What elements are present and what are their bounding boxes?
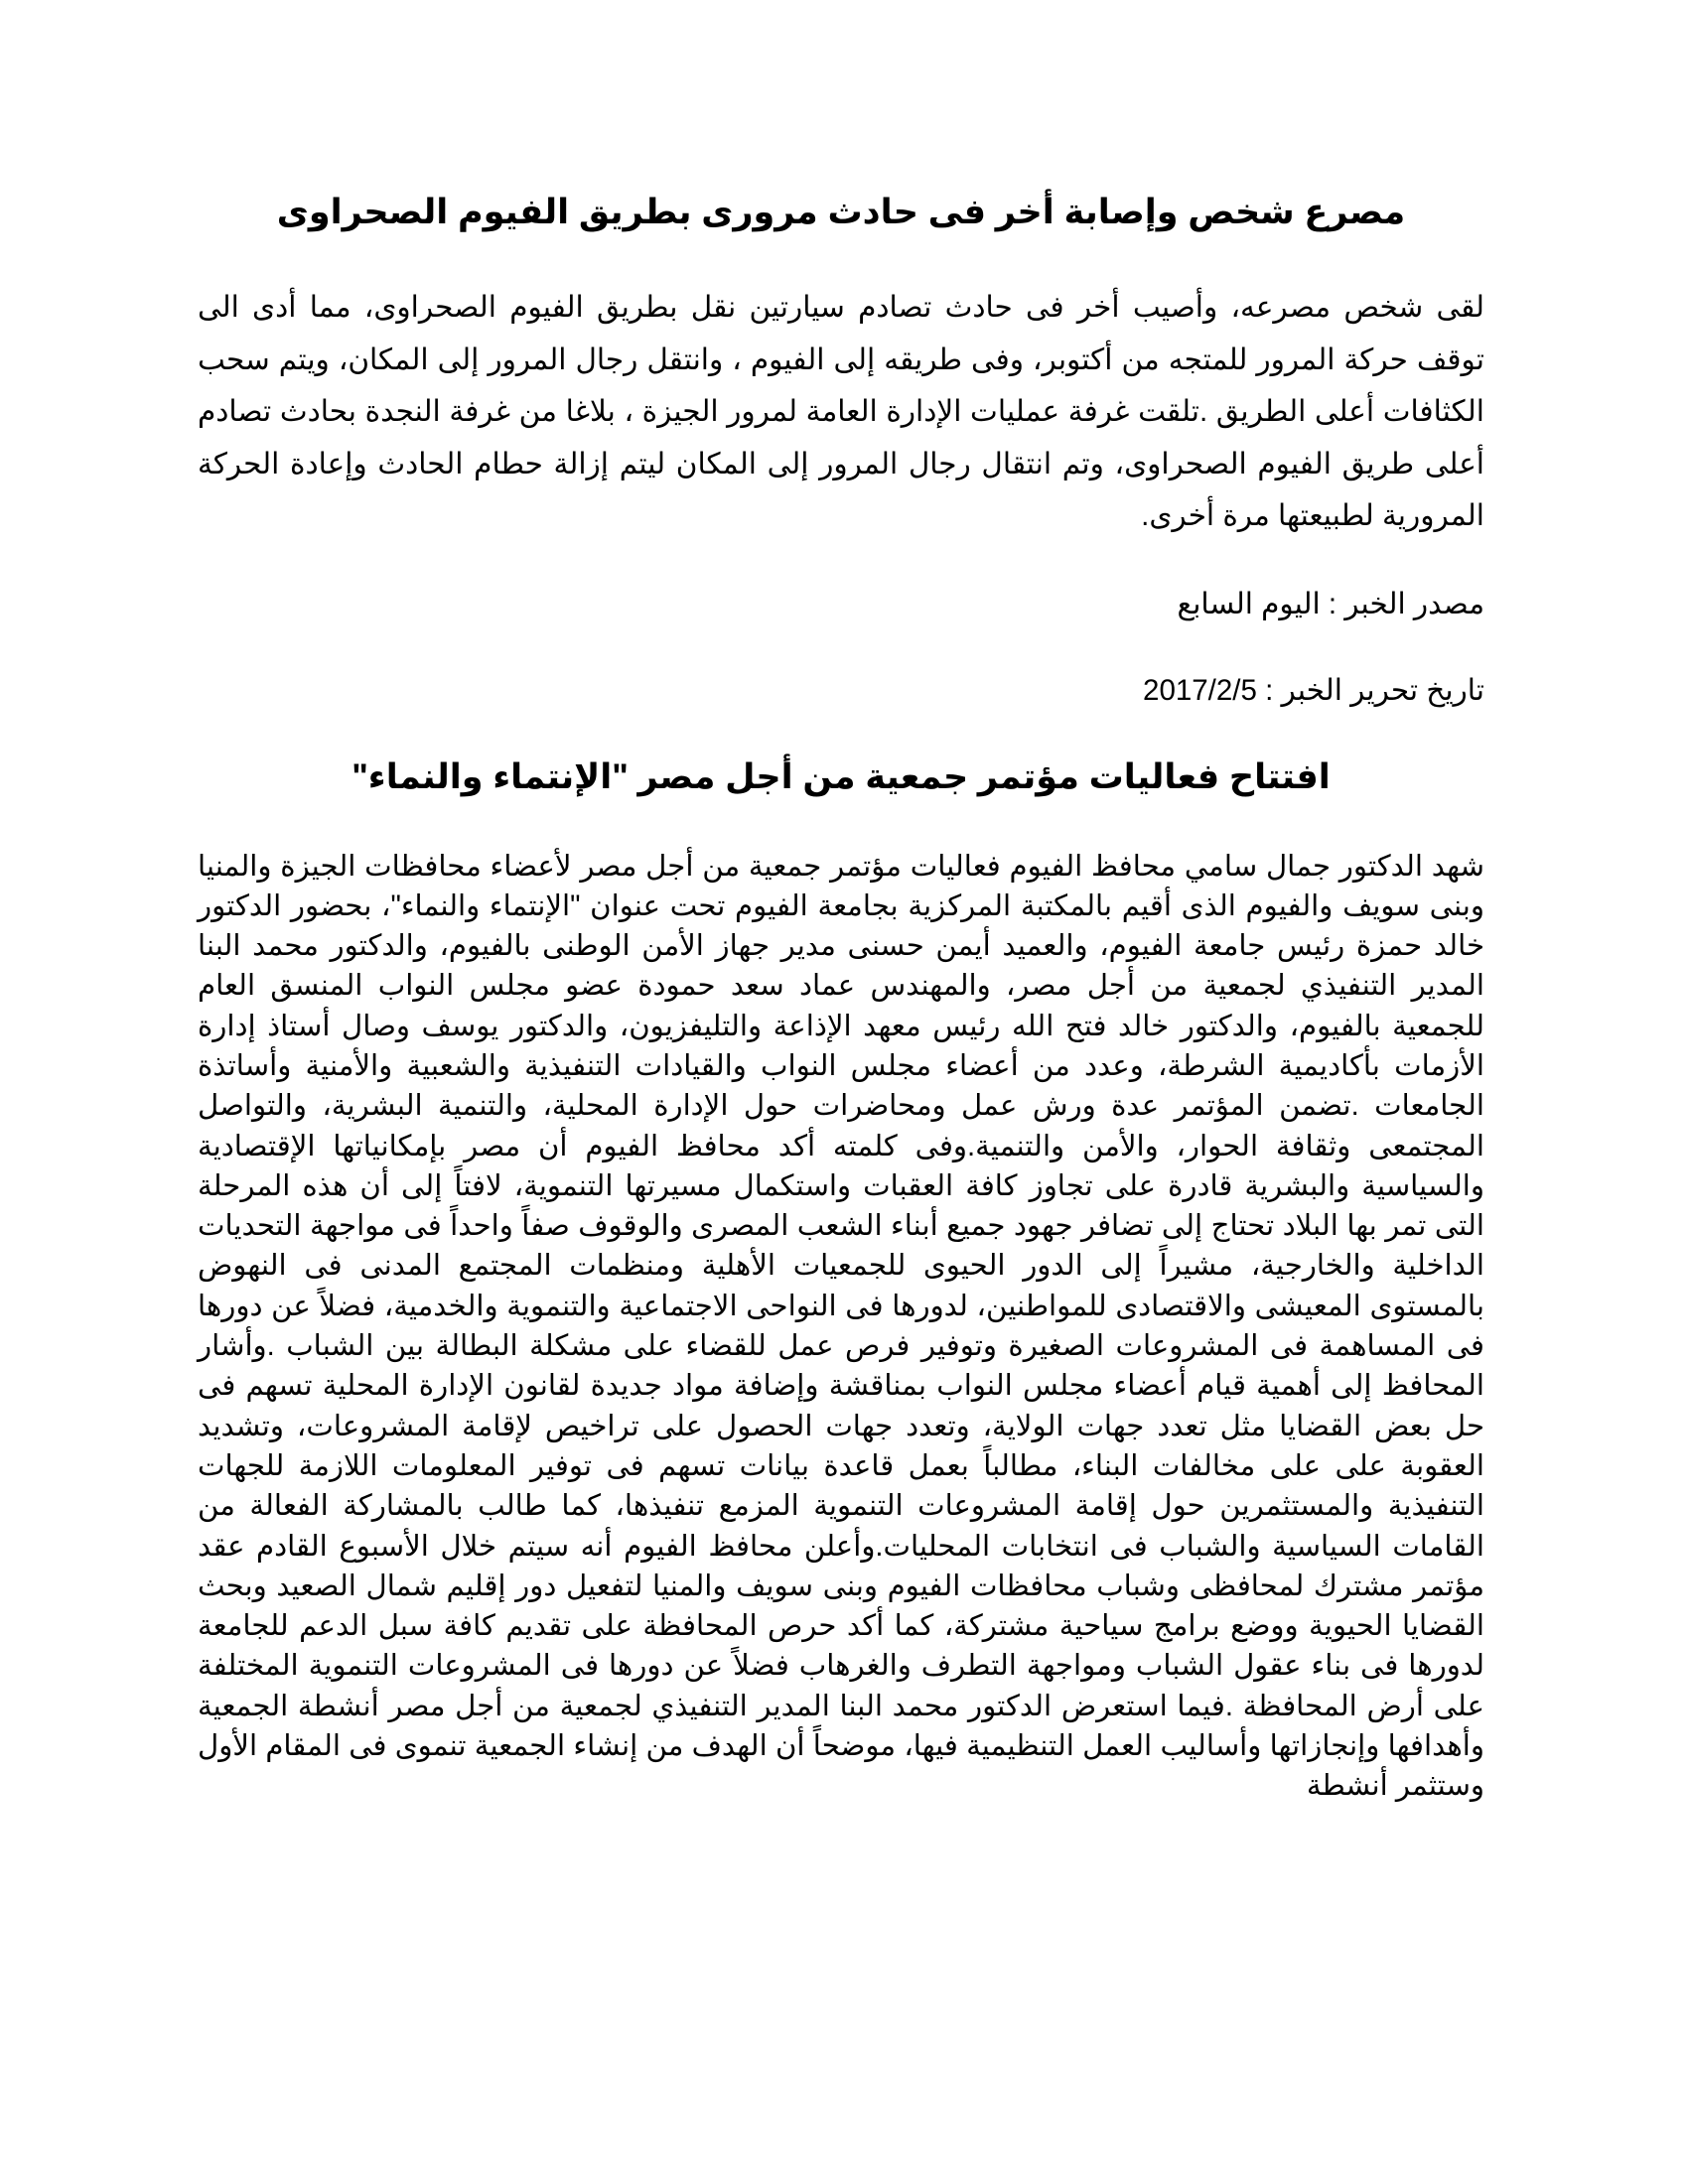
news-article-traffic-accident <box>198 189 1484 711</box>
news-date-label: تاريخ تحرير الخبر : <box>1265 673 1484 707</box>
news-date-value: 2017/2/5 <box>1143 673 1257 707</box>
document-page <box>198 189 1484 1807</box>
news-source-line: مصدر الخبر : اليوم السابع <box>1177 587 1484 620</box>
news-date-line <box>198 671 1484 711</box>
article-title: افتتاح فعاليات مؤتمر جمعية من أجل مصر "الإنتماء والنماء" <box>352 756 1331 796</box>
news-article-conference <box>198 753 1484 1807</box>
article-title: مصرع شخص وإصابة أخر فى حادث مرورى بطريق الفيوم الصحراوى <box>276 193 1406 231</box>
article-body: شهد الدكتور جمال سامي محافظ الفيوم فعاليات مؤتمر جمعية من أجل مصر لأعضاء محافظات الجيزة والمنيا وبنى سويف والفيوم الذى أقيم بالمكتبة المركزية بجامعة الفيوم تحت عنوان "الإنتماء والنماء"، بحضور الدكتور خالد حمزة رئيس جامعة الفيوم، والعميد أيمن حسنى مدير جهاز الأمن الوطنى بالفيوم، والدكتور محمد البنا المدير التنفيذي لجمعية من أجل مصر، والمهندس عماد سعد حمودة عضو مجلس النواب المنسق العام للجمعية بالفيوم، والدكتور خالد فتح الله رئيس معهد الإذاعة والتليفزيون، والدكتور يوسف وصال أستاذ إدارة الأزمات بأكاديمية الشرطة، وعدد من أعضاء مجلس النواب والقيادات التنفيذية والشعبية والأمنية وأساتذة الجامعات .تضمن المؤتمر عدة ورش عمل ومحاضرات حول الإدارة المحلية، والتنمية البشرية، والتواصل المجتمعى وثقافة الحوار، والأمن والتنمية.وفى كلمته أكد محافظ الفيوم أن مصر بإمكانياتها الإقتصادية والسياسية والبشرية قادرة على تجاوز كافة العقبات واستكمال مسيرتها التنموية، لافتاً إلى أن هذه المرحلة التى تمر بها البلاد تحتاج إلى تضافر جهود جميع أبناء الشعب المصرى والوقوف صفاً واحداً فى مواجهة التحديات الداخلية والخارجية، مشيراً إلى الدور الحيوى للجمعيات الأهلية ومنظمات المجتمع المدنى فى النهوض بالمستوى المعيشى والاقتصادى للمواطنين، لدورها فى النواحى الاجتماعية والتنموية والخدمية، فضلاً عن دورها فى المساهمة فى المشروعات الصغيرة وتوفير فرص عمل للقضاء على مشكلة البطالة بين الشباب .وأشار المحافظ إلى أهمية قيام أعضاء مجلس النواب بمناقشة وإضافة مواد جديدة لقانون الإدارة المحلية تسهم فى حل بعض القضايا مثل تعدد جهات الولاية، وتعدد جهات الحصول على تراخيص لإقامة المشروعات، وتشديد العقوبة على على مخالفات البناء، مطالباً بعمل قاعدة بيانات تسهم فى توفير المعلومات اللازمة للجهات التنفيذية والمستثمرين حول إقامة المشروعات التنموية المزمع تنفيذها، كما طالب بالمشاركة الفعالة من القامات السياسية والشباب فى انتخابات المحليات.وأعلن محافظ الفيوم أنه سيتم خلال الأسبوع القادم عقد مؤتمر مشترك لمحافظى وشباب محافظات الفيوم وبنى سويف والمنيا لتفعيل دور إقليم شمال الصعيد وبحث القضايا الحيوية ووضع برامج سياحية مشتركة، كما أكد حرص المحافظة على تقديم كافة سبل الدعم للجامعة لدورها فى بناء عقول الشباب ومواجهة التطرف والغرهاب فضلاً عن دورها فى المشروعات التنموية المختلفة على أرض المحافظة .فيما استعرض الدكتور محمد البنا المدير التنفيذي لجمعية من أجل مصر أنشطة الجمعية وأهدافها وإنجازاتها وأساليب العمل التنظيمية فيها، موضحاً أن الهدف من إنشاء الجمعية تنموى فى المقام الأول وستثمر أنشطة <box>198 850 1484 1803</box>
article-body: لقى شخص مصرعه، وأصيب أخر فى حادث تصادم سيارتين نقل بطريق الفيوم الصحراوى، مما أدى الى توقف حركة المرور للمتجه من أكتوبر، وفى طريقه إلى الفيوم ، وانتقل رجال المرور إلى المكان، ويتم سحب الكثافات أعلى الطريق .تلقت غرفة عمليات الإدارة العامة لمرور الجيزة ، بلاغا من غرفة النجدة بحادث تصادم أعلى طريق الفيوم الصحراوى، وتم انتقال رجال المرور إلى المكان ليتم إزالة حطام الحادث وإعادة الحركة المرورية لطبيعتها مرة أخرى. <box>198 291 1484 532</box>
